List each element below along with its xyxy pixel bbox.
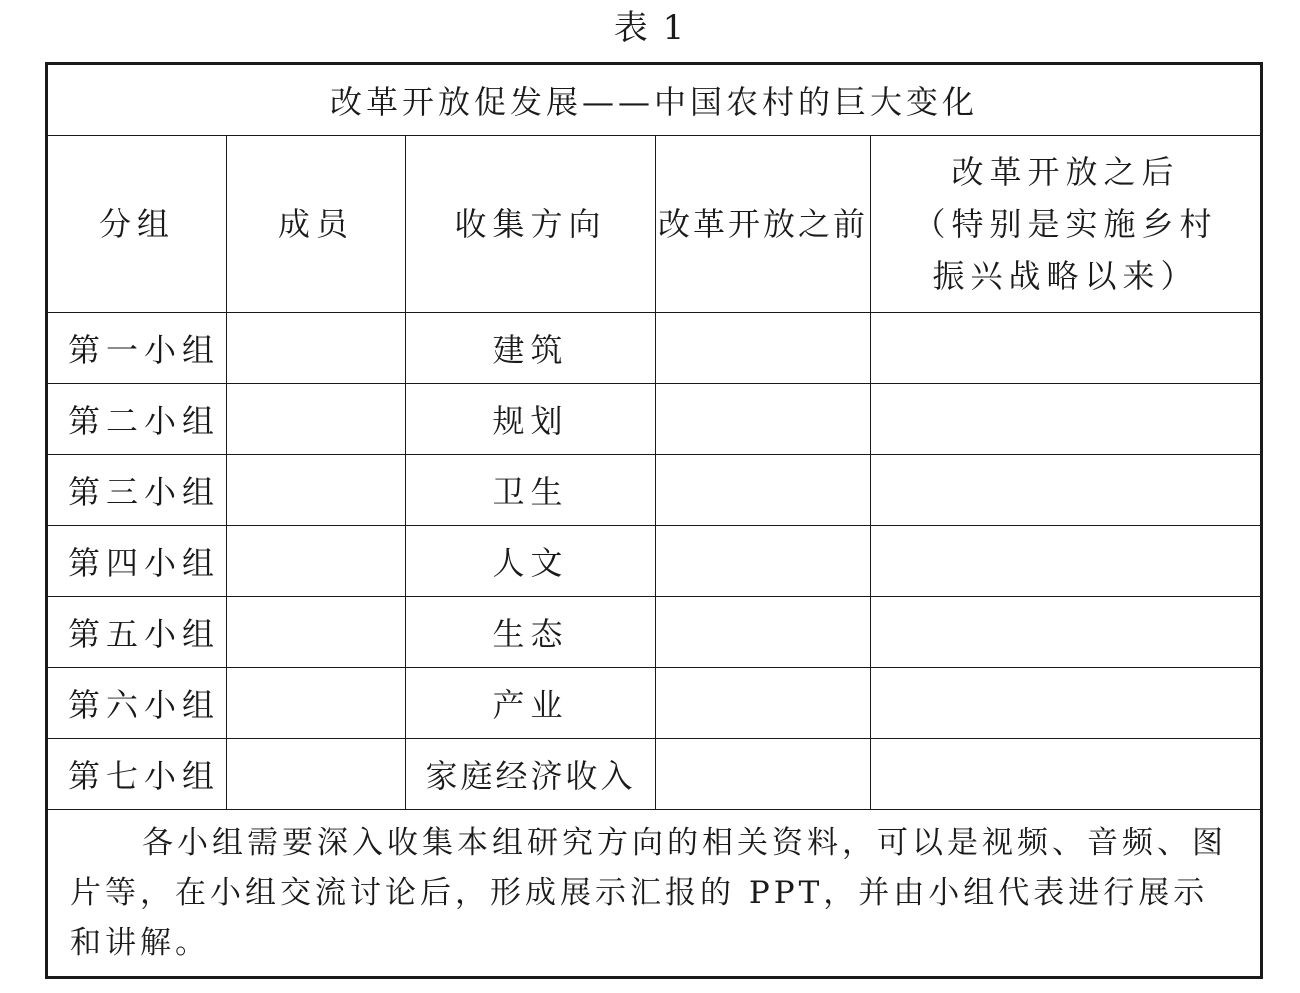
group-cell: 第一小组 (47, 313, 227, 384)
group-cell: 第四小组 (47, 526, 227, 597)
after-cell (871, 313, 1262, 384)
table-row (47, 313, 1262, 384)
header-after-line2: （特别是实施乡村 (913, 205, 1218, 243)
after-cell (871, 526, 1262, 597)
group-cell: 第五小组 (47, 597, 227, 668)
group-cell: 第二小组 (47, 384, 227, 455)
members-cell (227, 668, 406, 739)
after-cell (871, 597, 1262, 668)
members-cell (227, 526, 406, 597)
direction-cell: 建筑 (406, 313, 656, 384)
before-cell (656, 384, 871, 455)
after-cell (871, 739, 1262, 810)
header-after-line3: 振兴战略以来） (932, 257, 1199, 295)
before-cell (656, 668, 871, 739)
header-direction: 收集方向 (406, 136, 656, 313)
direction-cell: 生态 (406, 597, 656, 668)
table-title-row (47, 64, 1262, 136)
table-row (47, 668, 1262, 739)
before-cell (656, 739, 871, 810)
after-cell (871, 455, 1262, 526)
after-cell (871, 384, 1262, 455)
table-title: 改革开放促发展——中国农村的巨大变化 (47, 64, 1262, 136)
activity-table (45, 62, 1263, 979)
header-after (871, 136, 1262, 313)
table-row (47, 597, 1262, 668)
direction-cell: 家庭经济收入 (406, 739, 656, 810)
before-cell (656, 597, 871, 668)
direction-cell: 卫生 (406, 455, 656, 526)
note-row (47, 810, 1262, 978)
members-cell (227, 597, 406, 668)
header-before: 改革开放之前 (656, 136, 871, 313)
members-cell (227, 739, 406, 810)
table-row (47, 526, 1262, 597)
table-caption: 表 1 (613, 8, 687, 48)
after-cell (871, 668, 1262, 739)
members-cell (227, 455, 406, 526)
header-members: 成员 (227, 136, 406, 313)
group-cell: 第七小组 (47, 739, 227, 810)
group-cell: 第三小组 (47, 455, 227, 526)
direction-cell: 规划 (406, 384, 656, 455)
table-row (47, 384, 1262, 455)
header-after-line1: 改革开放之后 (951, 153, 1180, 191)
header-group: 分组 (47, 136, 227, 313)
direction-cell: 人文 (406, 526, 656, 597)
table-note: 各小组需要深入收集本组研究方向的相关资料，可以是视频、音频、图片等，在小组交流讨论后，形成展示汇报的 PPT，并由小组代表进行展示和讲解。 (47, 810, 1262, 978)
members-cell (227, 384, 406, 455)
before-cell (656, 313, 871, 384)
group-cell: 第六小组 (47, 668, 227, 739)
table-row (47, 455, 1262, 526)
before-cell (656, 455, 871, 526)
before-cell (656, 526, 871, 597)
members-cell (227, 313, 406, 384)
header-row (47, 136, 1262, 313)
table-row (47, 739, 1262, 810)
direction-cell: 产业 (406, 668, 656, 739)
